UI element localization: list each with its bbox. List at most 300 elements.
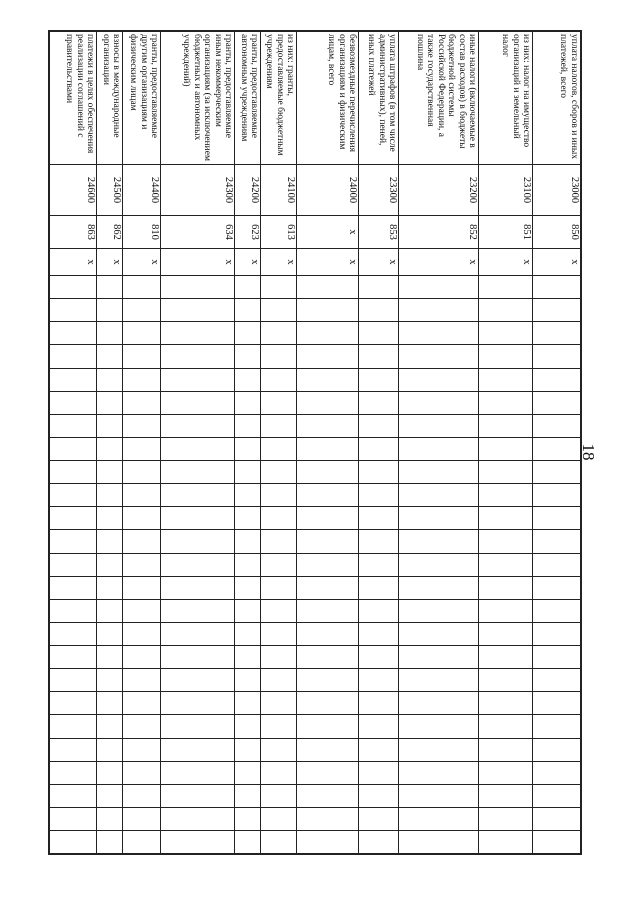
row-mark-cell: x [123,249,161,276]
empty-value-cell [533,484,581,507]
empty-value-cell [235,437,261,460]
row-name-cell: взносы в международные организации [97,31,123,165]
empty-value-cell [399,599,479,622]
empty-value-cell [123,715,161,738]
empty-value-cell [297,715,359,738]
empty-value-cell [123,831,161,855]
empty-value-cell [399,807,479,830]
empty-value-cell [161,599,235,622]
row-kbk-cell: 853 [359,216,399,249]
row-name-cell: безвозмездные перечисления организациям и физическим лицам, всего [297,31,359,165]
table-row [261,31,297,854]
empty-value-cell [479,738,533,761]
empty-value-cell [359,553,399,576]
empty-value-cell [123,669,161,692]
empty-value-cell [399,507,479,530]
empty-value-cell [97,461,123,484]
row-name-cell: платежи в целях обеспечения реализации соглашений с правительствами [49,31,97,165]
row-mark-cell: x [235,249,261,276]
empty-value-cell [359,784,399,807]
empty-value-cell [235,715,261,738]
empty-value-cell [235,807,261,830]
empty-value-cell [533,299,581,322]
empty-value-cell [123,322,161,345]
empty-value-cell [123,345,161,368]
empty-value-cell [479,831,533,855]
empty-value-cell [123,784,161,807]
empty-value-cell [399,437,479,460]
empty-value-cell [123,391,161,414]
empty-value-cell [297,784,359,807]
empty-value-cell [297,299,359,322]
empty-value-cell [49,553,97,576]
empty-value-cell [161,299,235,322]
empty-value-cell [533,553,581,576]
row-code-cell: 24500 [97,165,123,216]
row-name-cell: гранты, предоставляемые другим организациям и физическим лицам [123,31,161,165]
empty-value-cell [123,299,161,322]
row-mark-cell: x [297,249,359,276]
empty-value-cell [261,692,297,715]
row-name-cell: гранты, предоставляемые автономным учреждениям [235,31,261,165]
empty-value-cell [359,576,399,599]
empty-value-cell [479,692,533,715]
empty-value-cell [479,391,533,414]
empty-value-cell [399,715,479,738]
empty-value-cell [479,368,533,391]
empty-value-cell [359,507,399,530]
empty-value-cell [235,276,261,299]
empty-value-cell [297,437,359,460]
row-name-cell: уплата штрафов (в том числе административных), пеней, иных платежей [359,31,399,165]
empty-value-cell [235,831,261,855]
row-name-cell: уплата налогов, сборов и иных платежей, всего [533,31,581,165]
empty-value-cell [235,345,261,368]
empty-value-cell [161,484,235,507]
empty-value-cell [161,646,235,669]
row-code-cell: 23100 [479,165,533,216]
empty-value-cell [533,715,581,738]
empty-value-cell [399,576,479,599]
empty-value-cell [261,391,297,414]
empty-value-cell [123,276,161,299]
empty-value-cell [399,322,479,345]
empty-value-cell [533,646,581,669]
empty-value-cell [533,530,581,553]
empty-value-cell [359,669,399,692]
empty-value-cell [261,322,297,345]
empty-value-cell [161,461,235,484]
rotated-table-container [64,30,582,855]
row-code-cell: 24600 [49,165,97,216]
empty-value-cell [97,391,123,414]
row-kbk-cell: 634 [161,216,235,249]
row-kbk-cell: 852 [399,216,479,249]
empty-value-cell [399,622,479,645]
empty-value-cell [479,414,533,437]
empty-value-cell [49,761,97,784]
empty-value-cell [533,322,581,345]
empty-value-cell [161,530,235,553]
empty-value-cell [97,414,123,437]
empty-value-cell [479,761,533,784]
empty-value-cell [123,761,161,784]
row-mark-cell: x [359,249,399,276]
empty-value-cell [399,738,479,761]
empty-value-cell [49,576,97,599]
empty-value-cell [161,322,235,345]
empty-value-cell [235,414,261,437]
empty-value-cell [533,761,581,784]
empty-value-cell [359,368,399,391]
empty-value-cell [533,461,581,484]
empty-value-cell [161,715,235,738]
empty-value-cell [161,738,235,761]
empty-value-cell [399,646,479,669]
empty-value-cell [359,391,399,414]
empty-value-cell [49,622,97,645]
row-name-cell: гранты, предоставляемые иным некоммерческим организациям (за исключением бюджетных и автономных учреждений) [161,31,235,165]
empty-value-cell [235,299,261,322]
empty-value-cell [123,507,161,530]
empty-value-cell [261,437,297,460]
table-row [161,31,235,854]
row-mark-cell: x [479,249,533,276]
empty-value-cell [533,507,581,530]
empty-value-cell [479,646,533,669]
empty-value-cell [533,831,581,855]
empty-value-cell [161,784,235,807]
empty-value-cell [359,599,399,622]
empty-value-cell [297,692,359,715]
empty-value-cell [97,299,123,322]
row-mark-cell: x [161,249,235,276]
empty-value-cell [97,437,123,460]
empty-value-cell [97,715,123,738]
empty-value-cell [261,276,297,299]
empty-value-cell [479,599,533,622]
empty-value-cell [161,761,235,784]
empty-value-cell [261,738,297,761]
empty-value-cell [399,784,479,807]
empty-value-cell [49,599,97,622]
row-mark-cell: x [399,249,479,276]
empty-value-cell [297,576,359,599]
empty-value-cell [161,391,235,414]
row-kbk-cell: 862 [97,216,123,249]
empty-value-cell [49,322,97,345]
table-body [49,31,581,854]
empty-value-cell [399,368,479,391]
row-mark-cell: x [97,249,123,276]
empty-value-cell [297,414,359,437]
empty-value-cell [261,831,297,855]
empty-value-cell [533,692,581,715]
empty-value-cell [161,414,235,437]
empty-value-cell [261,530,297,553]
empty-value-cell [359,622,399,645]
empty-value-cell [297,761,359,784]
empty-value-cell [359,437,399,460]
empty-value-cell [297,530,359,553]
empty-value-cell [297,322,359,345]
row-kbk-cell: 850 [533,216,581,249]
empty-value-cell [49,738,97,761]
empty-value-cell [359,322,399,345]
empty-value-cell [123,738,161,761]
empty-value-cell [533,276,581,299]
empty-value-cell [261,784,297,807]
empty-value-cell [479,576,533,599]
empty-value-cell [235,507,261,530]
row-code-cell: 24200 [235,165,261,216]
empty-value-cell [399,414,479,437]
empty-value-cell [97,622,123,645]
empty-value-cell [97,784,123,807]
empty-value-cell [479,299,533,322]
empty-value-cell [399,345,479,368]
empty-value-cell [97,276,123,299]
empty-value-cell [235,646,261,669]
empty-value-cell [533,669,581,692]
empty-value-cell [235,391,261,414]
row-kbk-cell: 863 [49,216,97,249]
row-mark-cell: x [261,249,297,276]
empty-value-cell [97,484,123,507]
empty-value-cell [261,507,297,530]
empty-value-cell [399,461,479,484]
row-kbk-cell: 851 [479,216,533,249]
empty-value-cell [359,831,399,855]
empty-value-cell [533,738,581,761]
empty-value-cell [49,484,97,507]
empty-value-cell [359,715,399,738]
row-code-cell: 23300 [359,165,399,216]
empty-value-cell [261,461,297,484]
empty-value-cell [123,576,161,599]
empty-value-cell [49,299,97,322]
empty-value-cell [533,414,581,437]
table-row [479,31,533,854]
empty-value-cell [359,738,399,761]
empty-value-cell [235,622,261,645]
empty-value-cell [49,368,97,391]
empty-value-cell [97,507,123,530]
empty-value-cell [297,276,359,299]
empty-value-cell [399,276,479,299]
empty-value-cell [399,299,479,322]
empty-value-cell [49,507,97,530]
empty-value-cell [161,807,235,830]
empty-value-cell [261,807,297,830]
empty-value-cell [533,368,581,391]
empty-value-cell [123,368,161,391]
expenditure-table [48,30,582,855]
empty-value-cell [533,784,581,807]
empty-value-cell [97,576,123,599]
row-code-cell: 24300 [161,165,235,216]
empty-value-cell [161,345,235,368]
empty-value-cell [49,276,97,299]
empty-value-cell [399,553,479,576]
empty-value-cell [359,461,399,484]
empty-value-cell [297,461,359,484]
row-code-cell: 23000 [533,165,581,216]
empty-value-cell [261,576,297,599]
empty-value-cell [49,807,97,830]
empty-value-cell [479,345,533,368]
empty-value-cell [49,692,97,715]
empty-value-cell [533,391,581,414]
empty-value-cell [479,461,533,484]
empty-value-cell [123,807,161,830]
empty-value-cell [533,622,581,645]
row-code-cell: 24100 [261,165,297,216]
empty-value-cell [49,437,97,460]
empty-value-cell [161,437,235,460]
row-kbk-cell: 613 [261,216,297,249]
empty-value-cell [123,646,161,669]
empty-value-cell [399,530,479,553]
empty-value-cell [235,599,261,622]
empty-value-cell [261,299,297,322]
empty-value-cell [399,669,479,692]
empty-value-cell [235,368,261,391]
empty-value-cell [479,553,533,576]
empty-value-cell [49,646,97,669]
empty-value-cell [261,553,297,576]
empty-value-cell [399,761,479,784]
empty-value-cell [359,345,399,368]
empty-value-cell [261,715,297,738]
row-kbk-cell: x [297,216,359,249]
table-row [533,31,581,854]
table-row [399,31,479,854]
empty-value-cell [97,322,123,345]
empty-value-cell [297,807,359,830]
empty-value-cell [49,784,97,807]
empty-value-cell [533,807,581,830]
empty-value-cell [297,484,359,507]
empty-value-cell [261,414,297,437]
empty-value-cell [235,484,261,507]
empty-value-cell [359,276,399,299]
empty-value-cell [399,831,479,855]
empty-value-cell [235,553,261,576]
empty-value-cell [297,345,359,368]
empty-value-cell [49,715,97,738]
empty-value-cell [235,322,261,345]
empty-value-cell [97,692,123,715]
empty-value-cell [261,646,297,669]
empty-value-cell [97,669,123,692]
empty-value-cell [479,276,533,299]
empty-value-cell [49,831,97,855]
empty-value-cell [261,622,297,645]
empty-value-cell [123,484,161,507]
empty-value-cell [161,276,235,299]
empty-value-cell [235,692,261,715]
empty-value-cell [359,414,399,437]
row-kbk-cell: 810 [123,216,161,249]
empty-value-cell [161,669,235,692]
empty-value-cell [297,553,359,576]
empty-value-cell [97,738,123,761]
empty-value-cell [161,576,235,599]
empty-value-cell [49,414,97,437]
empty-value-cell [123,530,161,553]
empty-value-cell [399,484,479,507]
empty-value-cell [479,715,533,738]
table-row [235,31,261,854]
empty-value-cell [399,692,479,715]
empty-value-cell [479,530,533,553]
empty-value-cell [479,807,533,830]
empty-value-cell [235,784,261,807]
empty-value-cell [261,368,297,391]
table-row [297,31,359,854]
empty-value-cell [123,553,161,576]
row-name-cell: иные налоги (включаемые в состав расходов) в бюджеты бюджетной системы Российской Федерации, а также государственная пошлина [399,31,479,165]
empty-value-cell [97,530,123,553]
empty-value-cell [359,807,399,830]
empty-value-cell [297,669,359,692]
empty-value-cell [479,322,533,345]
empty-value-cell [359,646,399,669]
empty-value-cell [261,599,297,622]
empty-value-cell [297,368,359,391]
empty-value-cell [97,646,123,669]
row-mark-cell: x [49,249,97,276]
empty-value-cell [49,669,97,692]
empty-value-cell [235,761,261,784]
row-code-cell: 23200 [399,165,479,216]
table-row [123,31,161,854]
empty-value-cell [161,831,235,855]
empty-value-cell [161,622,235,645]
empty-value-cell [297,507,359,530]
empty-value-cell [359,761,399,784]
empty-value-cell [261,345,297,368]
empty-value-cell [261,669,297,692]
empty-value-cell [235,461,261,484]
table-row [359,31,399,854]
empty-value-cell [533,437,581,460]
empty-value-cell [97,553,123,576]
empty-value-cell [97,831,123,855]
empty-value-cell [123,599,161,622]
empty-value-cell [297,622,359,645]
table-row [49,31,97,854]
empty-value-cell [235,576,261,599]
empty-value-cell [359,692,399,715]
empty-value-cell [359,484,399,507]
empty-value-cell [235,669,261,692]
empty-value-cell [359,299,399,322]
empty-value-cell [261,484,297,507]
empty-value-cell [479,622,533,645]
row-code-cell: 24400 [123,165,161,216]
empty-value-cell [161,507,235,530]
empty-value-cell [479,437,533,460]
table-row [97,31,123,854]
empty-value-cell [235,530,261,553]
empty-value-cell [533,599,581,622]
empty-value-cell [297,599,359,622]
empty-value-cell [123,437,161,460]
empty-value-cell [49,345,97,368]
empty-value-cell [123,461,161,484]
